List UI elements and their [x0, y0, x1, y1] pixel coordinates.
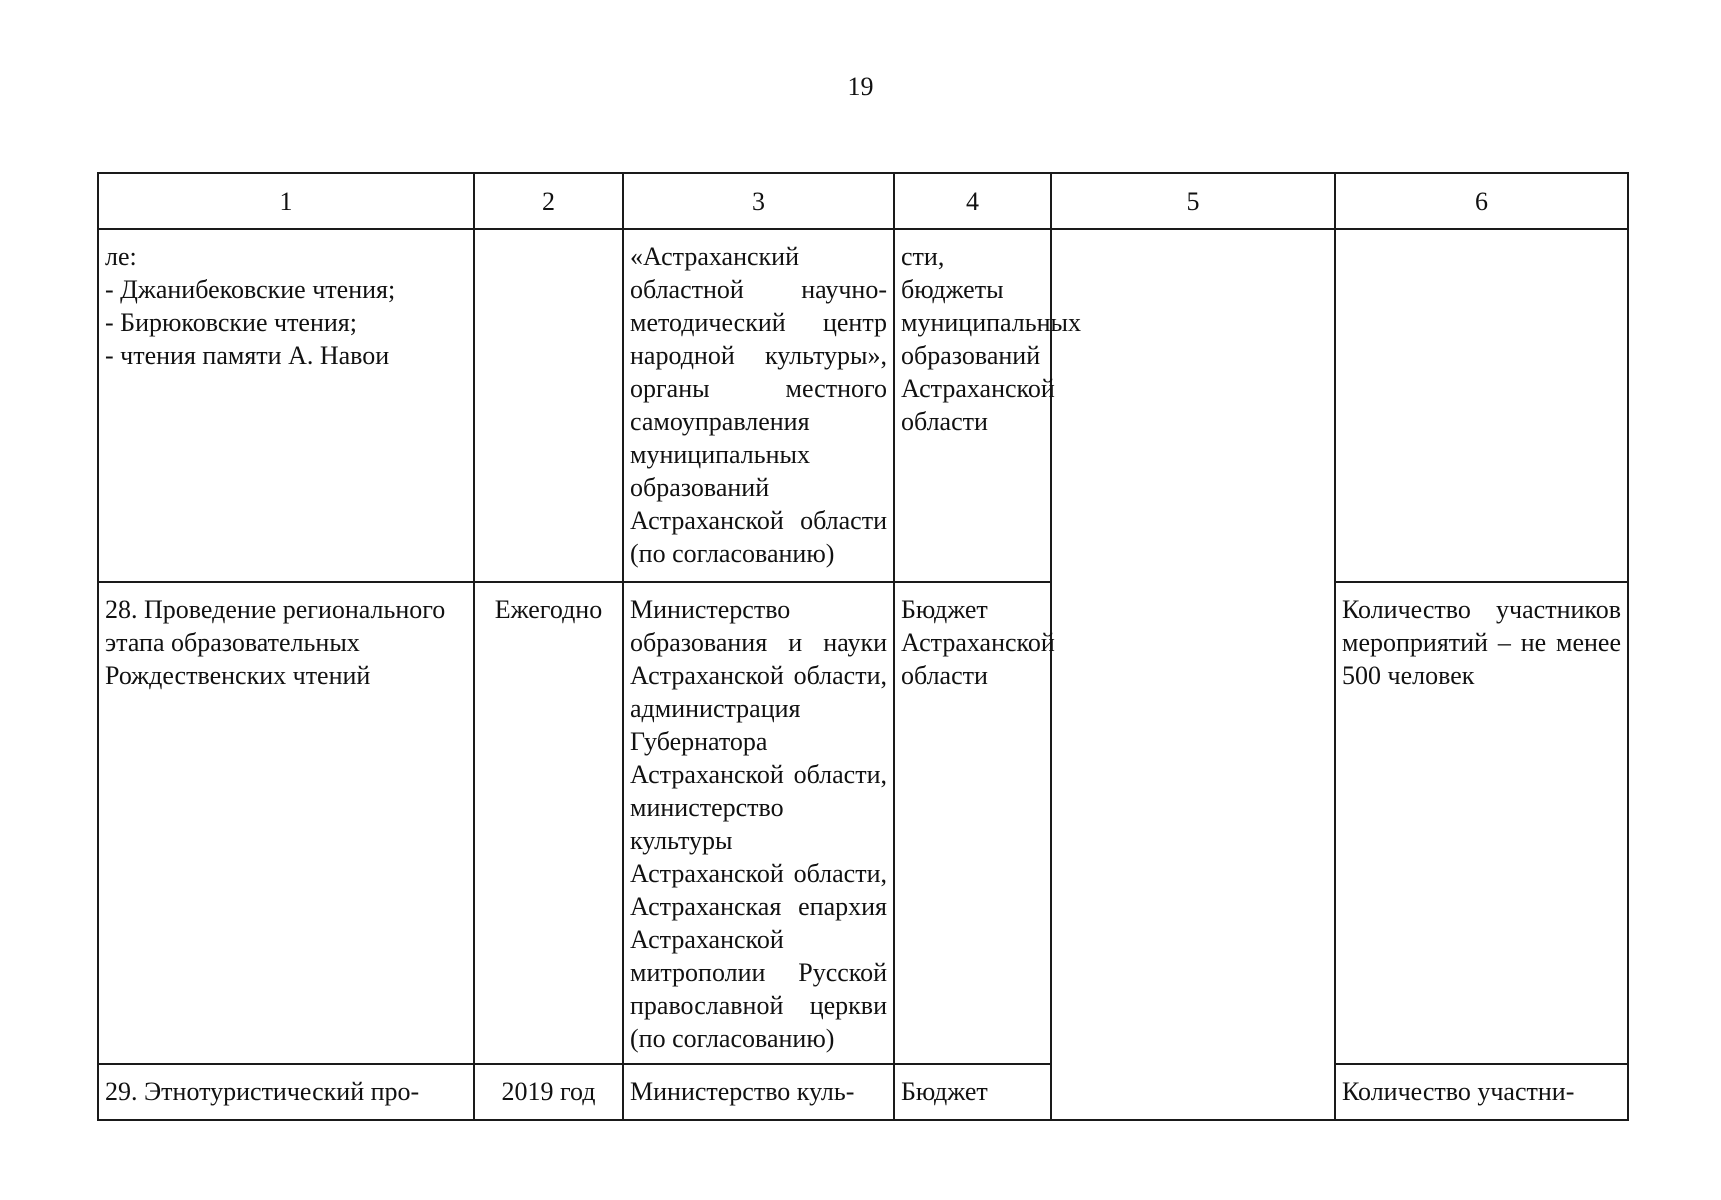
row1-term-cell: [474, 229, 623, 582]
table-row: [98, 229, 1628, 582]
header-cell-2: 2: [474, 173, 623, 229]
row1-event-line: - Бирюковские чтения;: [105, 308, 357, 337]
table-row: [98, 1064, 1628, 1120]
table-header-row: [98, 173, 1628, 229]
row2-indicator-cell: Количество участников мероприятий – не менее 500 человек: [1335, 582, 1628, 1064]
header-cell-5: 5: [1051, 173, 1335, 229]
header-cell-4: 4: [894, 173, 1051, 229]
program-table: [97, 172, 1629, 1121]
row2-executor-cell: Министерство образования и науки Астраханской области, администрация Губернатора Астраханской области, министерство культуры Астраханской области, Астраханская епархия Астраханской митрополии Русской православной церкви (по согласованию): [623, 582, 894, 1064]
row3-funding-cell: Бюджет: [894, 1064, 1051, 1120]
row3-term-cell: 2019 год: [474, 1064, 623, 1120]
row1-event-line: ле:: [105, 242, 137, 271]
row1-funding-cell: сти, бюджеты муниципальных образований Астраханской области: [894, 229, 1051, 582]
page-number: 19: [847, 72, 874, 101]
row2-event-cell: 28. Проведение регионального этапа образовательных Рождественских чтений: [98, 582, 474, 1064]
column5-merged-cell: [1051, 229, 1335, 1120]
row2-funding-cell: Бюджет Астраханской области: [894, 582, 1051, 1064]
row1-event-line: - чтения памяти А. Навои: [105, 341, 390, 370]
row2-term-cell: Ежегодно: [474, 582, 623, 1064]
row1-event-cell: [98, 229, 474, 582]
row3-indicator-cell: Количество участни-: [1335, 1064, 1628, 1120]
header-cell-3: 3: [623, 173, 894, 229]
table-row: [98, 582, 1628, 1064]
row3-event-cell: 29. Этнотуристический про-: [98, 1064, 474, 1120]
row3-executor-cell: Министерство куль-: [623, 1064, 894, 1120]
row1-event-line: - Джанибековские чтения;: [105, 275, 396, 304]
row1-executor-cell: «Астраханский областной научно-методический центр народной культуры», органы местного самоуправления муниципальных образований Астраханской области (по согласованию): [623, 229, 894, 582]
header-cell-1: 1: [98, 173, 474, 229]
row1-indicator-cell: [1335, 229, 1628, 582]
header-cell-6: 6: [1335, 173, 1628, 229]
